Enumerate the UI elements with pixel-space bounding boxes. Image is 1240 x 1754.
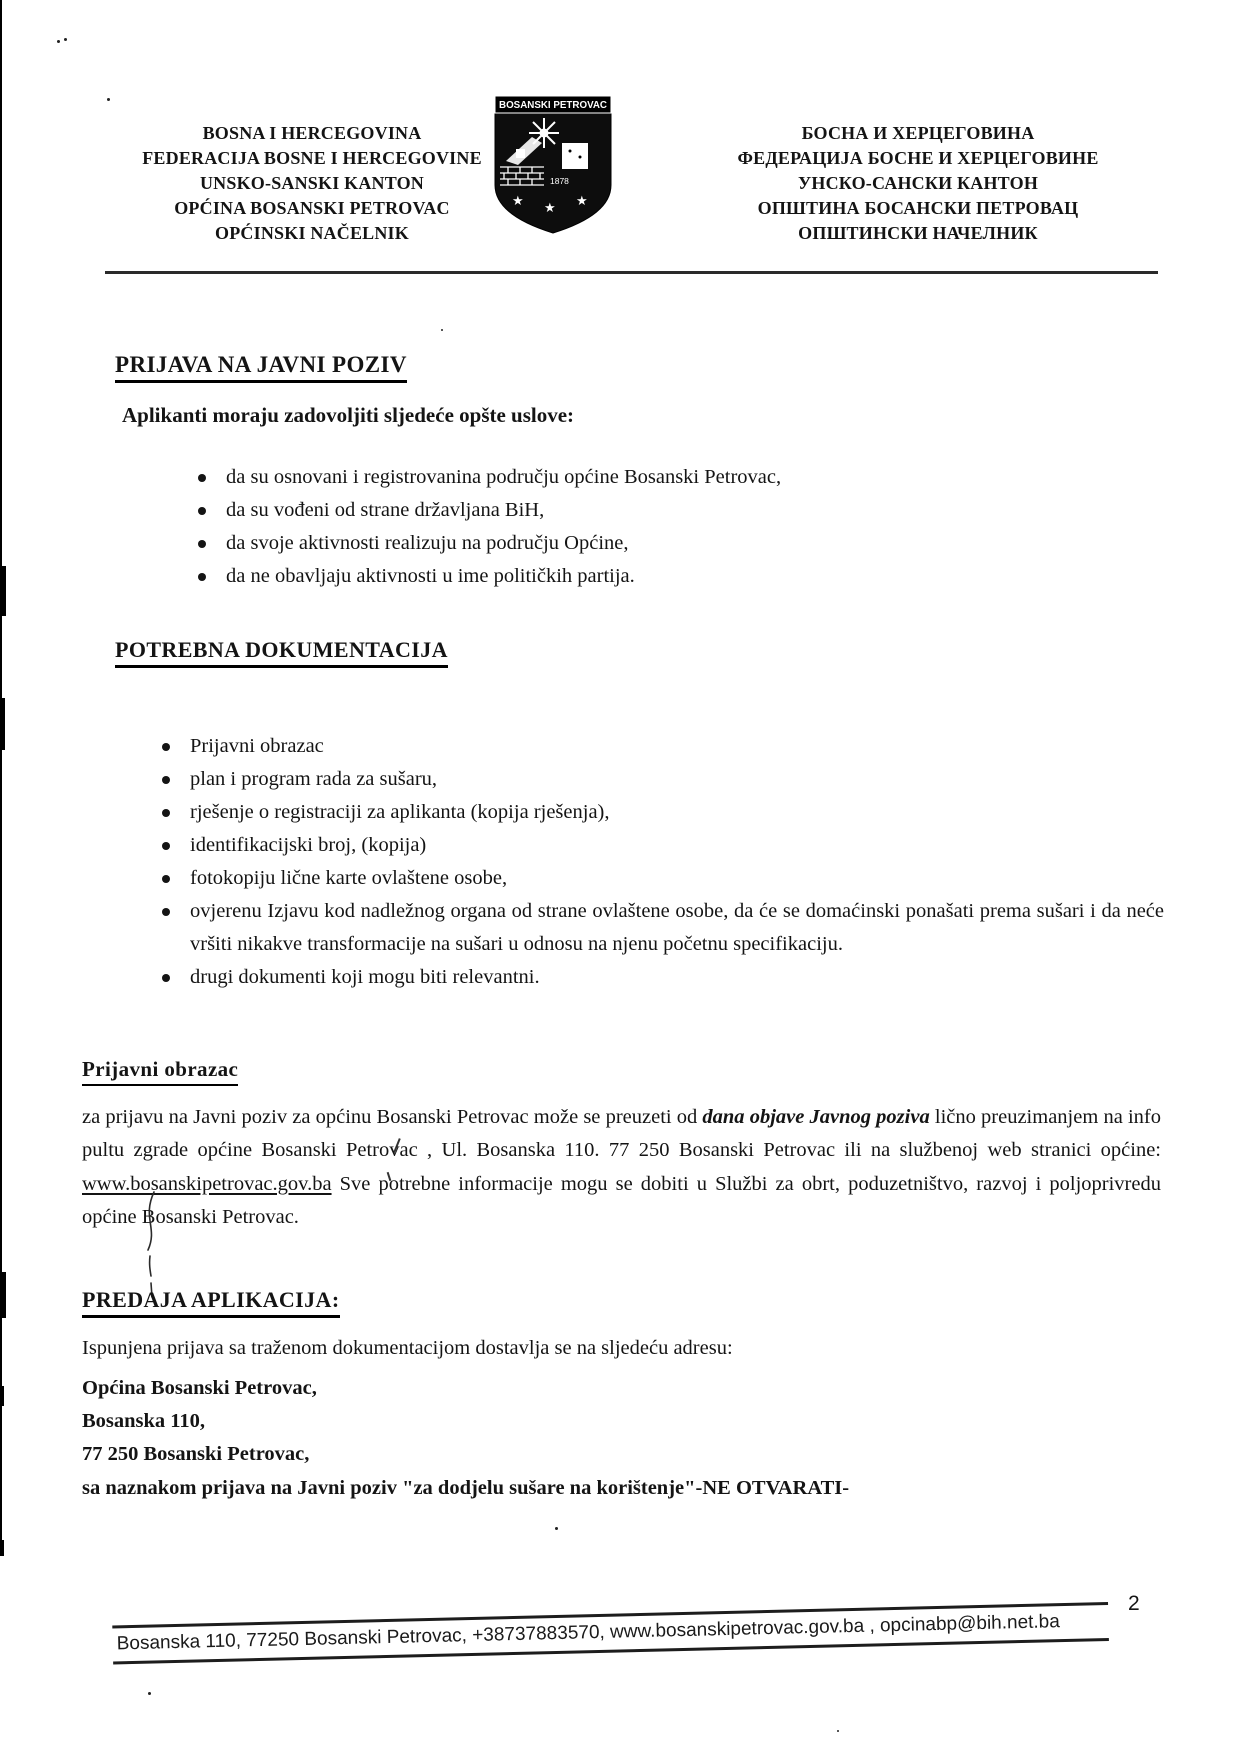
scan-artifact bbox=[107, 98, 110, 101]
scan-artifact bbox=[64, 38, 67, 41]
form-paragraph-text: Sve potrebne informacije mogu se dobiti u Službi za obrt, poduzetništvo, razvoj i poljoprivredu općine Bosanski Petrovac. bbox=[82, 1172, 1161, 1229]
coat-of-arms bbox=[492, 93, 614, 236]
footer-contact: Bosanska 110, 77250 Bosanski Petrovac, +38737883570, www.bosanskipetrovac.gov.ba , opcinabp@bih.net.ba bbox=[116, 1611, 1061, 1655]
header-line: BOSNA I HERCEGOVINA bbox=[202, 123, 422, 143]
scan-artifact bbox=[148, 1692, 151, 1695]
scan-artifact bbox=[0, 698, 5, 750]
header-divider bbox=[105, 271, 1158, 274]
document-item: ovjerenu Izjavu kod nadležnog organa od strane ovlaštene osobe, da će se domaćinski ponašati prema sušari i da neće vršiti nikakve transformacije na sušari u odnosu na njenu početnu specifikaciju. bbox=[152, 895, 1164, 961]
address-line: 77 250 Bosanski Petrovac, bbox=[82, 1443, 310, 1466]
header-line: FEDERACIJA BOSNE I HERCEGOVINE bbox=[142, 148, 482, 168]
document-item: Prijavni obrazac bbox=[152, 730, 1164, 763]
scan-artifact bbox=[441, 329, 443, 331]
header-line: OPĆINSKI NAČELNIK bbox=[215, 223, 409, 243]
scan-artifact bbox=[0, 566, 6, 616]
scan-artifact bbox=[0, 1540, 4, 1556]
document-item: fotokopiju lične karte ovlaštene osobe, bbox=[152, 862, 1164, 895]
header-latin bbox=[106, 121, 518, 246]
document-item: drugi dokumenti koji mogu biti relevantni. bbox=[152, 961, 1164, 994]
page-number: 2 bbox=[1128, 1592, 1140, 1615]
star-icon: ★ bbox=[544, 200, 556, 215]
form-paragraph-emphasis: dana objave Javnog poziva bbox=[702, 1106, 930, 1128]
star-icon: ★ bbox=[576, 193, 588, 208]
condition-item: da su osnovani i registrovanina području općine Bosanski Petrovac, bbox=[188, 461, 1038, 494]
emblem-year: 1878 bbox=[550, 176, 569, 186]
scan-artifact bbox=[0, 1272, 6, 1318]
conditions-intro: Aplikanti moraju zadovoljiti sljedeće opšte uslove: bbox=[122, 403, 575, 427]
condition-item: da svoje aktivnosti realizuju na području Općine, bbox=[188, 527, 1038, 560]
footer-bar bbox=[112, 1602, 1109, 1664]
document-title: PRIJAVA NA JAVNI POZIV bbox=[115, 352, 407, 383]
conditions-list bbox=[188, 461, 1038, 593]
scan-artifact bbox=[0, 1386, 4, 1406]
address-line: sa naznakom prijava na Javni poziv "za dodjelu sušare na korištenje"-NE OTVARATI- bbox=[82, 1476, 850, 1499]
condition-item: da su vođeni od strane državljana BiH, bbox=[188, 494, 1038, 527]
star-icon: ★ bbox=[512, 193, 524, 208]
emblem-banner: BOSANSKI PETROVAC bbox=[499, 99, 608, 111]
form-paragraph-text: lično preuzimanjem na info pultu zgrade općine Bosanski Petrovac , Ul. Bosanska 110. 77 250 Bosanski Petrovac ili na službenoj web stranici općine: bbox=[82, 1106, 1161, 1162]
condition-item: da ne obavljaju aktivnosti u ime političkih partija. bbox=[188, 560, 1038, 593]
header-cyrillic bbox=[688, 121, 1148, 246]
header-line: ОПШТИНСКИ НАЧЕЛНИК bbox=[798, 223, 1038, 243]
header-line: OPĆINA BOSANSKI PETROVAC bbox=[174, 198, 450, 218]
address-line: Bosanska 110, bbox=[82, 1410, 206, 1433]
scan-artifact bbox=[837, 1730, 839, 1732]
form-paragraph-text: za prijavu na Javni poziv za općinu Bosanski Petrovac može se preuzeti od bbox=[82, 1106, 703, 1128]
document-item: plan i program rada za sušaru, bbox=[152, 763, 1164, 796]
form-heading: Prijavni obrazac bbox=[82, 1057, 238, 1086]
header-line: БОСНА И ХЕРЦЕГОВИНА bbox=[801, 123, 1035, 143]
header-line: ОПШТИНА БОСАНСКИ ПЕТРОВАЦ bbox=[757, 198, 1079, 218]
documentation-heading: POTREBNA DOKUMENTACIJA bbox=[115, 637, 448, 668]
scan-artifact bbox=[57, 40, 60, 43]
website-url: www.bosanskipetrovac.gov.ba bbox=[82, 1172, 332, 1195]
header-line: UNSKO-SANSKI KANTON bbox=[199, 173, 424, 193]
document-item: identifikacijski broj, (kopija) bbox=[152, 829, 1164, 862]
documents-list bbox=[152, 730, 1164, 994]
document-item: rješenje o registraciji za aplikanta (kopija rješenja), bbox=[152, 796, 1164, 829]
submission-intro: Ispunjena prijava sa traženom dokumentacijom dostavlja se na sljedeću adresu: bbox=[82, 1337, 733, 1359]
address-line: Općina Bosanski Petrovac, bbox=[82, 1377, 317, 1399]
submission-heading: PREDAJA APLIKACIJA: bbox=[82, 1287, 340, 1318]
header-line: ФЕДЕРАЦИЈА БОСНЕ И ХЕРЦЕГОВИНЕ bbox=[737, 148, 1099, 168]
header-line: УНСКО-САНСКИ КАНТОН bbox=[797, 173, 1039, 193]
form-paragraph bbox=[82, 1101, 1161, 1235]
submission-address bbox=[82, 1372, 849, 1505]
scan-artifact bbox=[555, 1527, 558, 1530]
